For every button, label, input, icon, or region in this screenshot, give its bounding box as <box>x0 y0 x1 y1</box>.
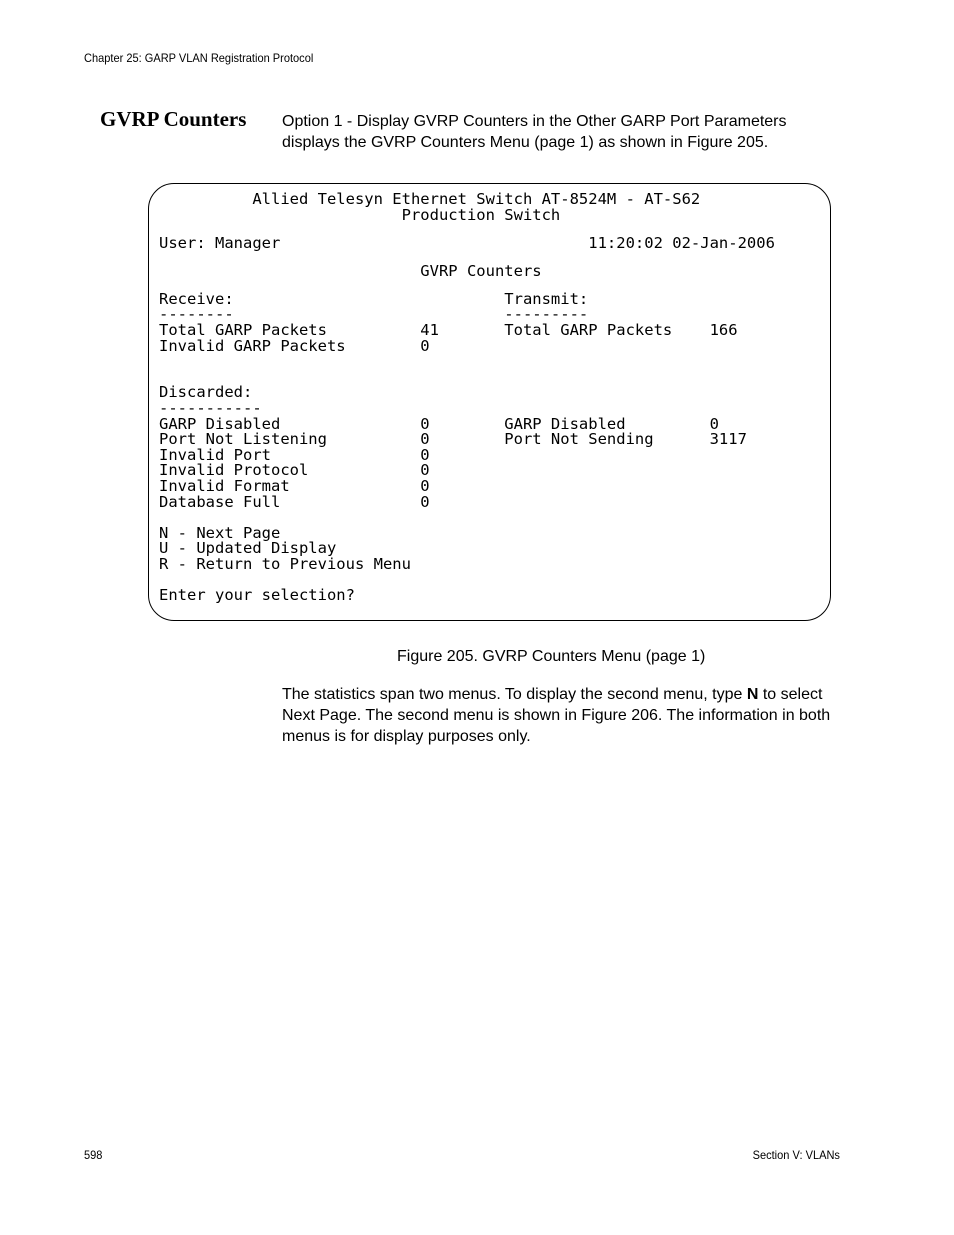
terminal-line: Discarded: <box>159 383 253 401</box>
figure-caption: Figure 205. GVRP Counters Menu (page 1) <box>397 648 706 665</box>
terminal-line: Invalid Protocol 0 <box>159 461 430 479</box>
terminal-menu-option: R - Return to Previous Menu <box>159 555 411 573</box>
next-page-key: N <box>746 686 759 703</box>
terminal-prompt: Enter your selection? <box>159 586 355 604</box>
terminal-line: Receive: Transmit: <box>159 290 589 308</box>
terminal-title-line: Allied Telesyn Ethernet Switch AT-8524M - AT-S62 <box>159 190 701 208</box>
page-number: 598 <box>84 1148 103 1162</box>
terminal-line: ----------- <box>159 399 262 417</box>
terminal-line: Invalid GARP Packets 0 <box>159 337 430 355</box>
terminal-menu-option: U - Updated Display <box>159 539 337 557</box>
section-footer: Section V: VLANs <box>752 1148 840 1162</box>
terminal-menu-title: GVRP Counters <box>159 262 542 280</box>
chapter-header: Chapter 25: GARP VLAN Registration Protocol <box>84 51 314 65</box>
terminal-line: Invalid Port 0 <box>159 446 430 464</box>
terminal-line: GARP Disabled 0 GARP Disabled 0 <box>159 415 719 433</box>
intro-paragraph: Option 1 - Display GVRP Counters in the Other GARP Port Parameters displays the GVRP Counters Menu (page 1) as shown in Figure 205. <box>282 113 787 151</box>
body-text-before: The statistics span two menus. To display the second menu, type <box>282 686 747 703</box>
terminal-line: -------- --------- <box>159 305 589 323</box>
terminal-line: Database Full 0 <box>159 493 430 511</box>
section-heading: GVRP Counters <box>100 107 247 131</box>
terminal-line: Total GARP Packets 41 Total GARP Packets 166 <box>159 321 738 339</box>
terminal-line: Port Not Listening 0 Port Not Sending 3117 <box>159 430 747 448</box>
body-text-after: to select Next Page. The second menu is shown in Figure 206. The information in both menus is for display purposes only. <box>282 686 831 745</box>
terminal-line: Invalid Format 0 <box>159 477 430 495</box>
terminal-user-line: User: Manager 11:20:02 02-Jan-2006 <box>159 234 775 252</box>
terminal-subtitle-line: Production Switch <box>159 206 561 224</box>
terminal-menu-option: N - Next Page <box>159 524 281 542</box>
body-paragraph <box>282 684 842 747</box>
